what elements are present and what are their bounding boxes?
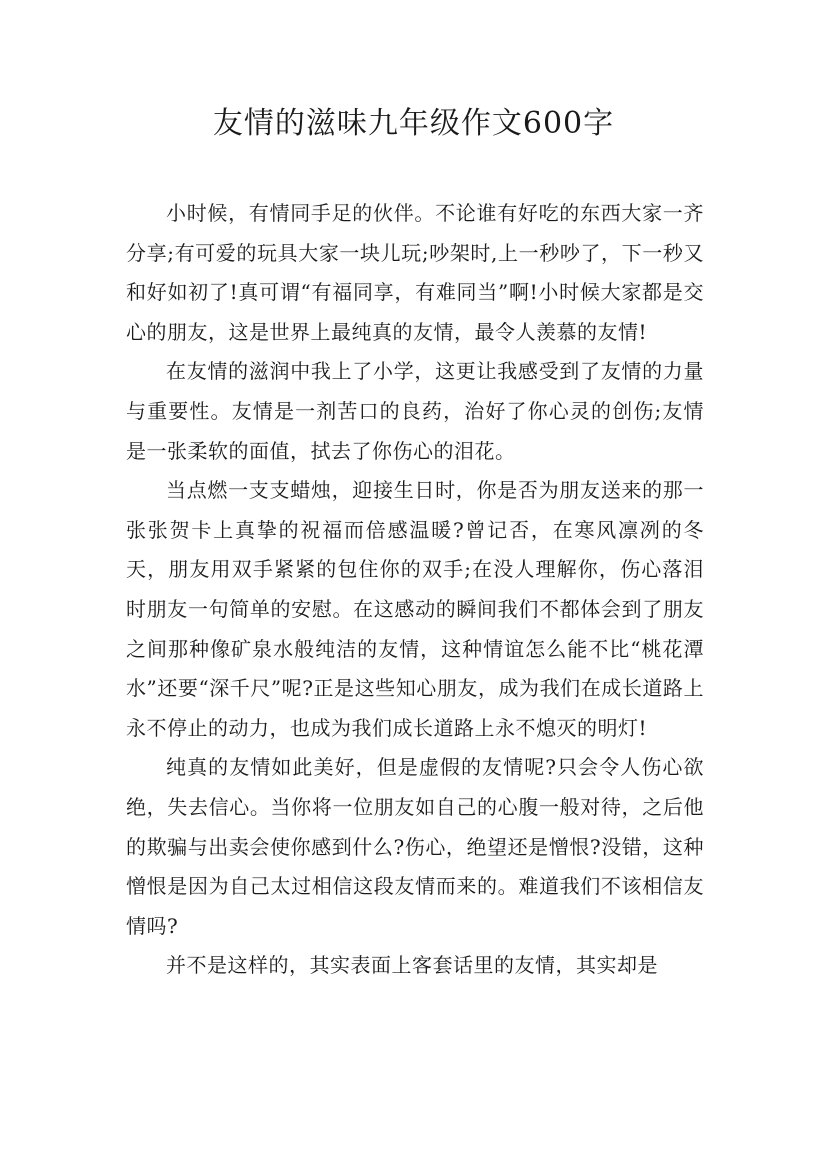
paragraph-1: 小时候，有情同手足的伙伴。不论谁有好吃的东西大家一齐分享;有可爱的玩具大家一块儿玩;吵架时,上一秒吵了，下一秒又和好如初了!真可谓“有福同享，有难同当”啊!小时候大家都是交心的朋友，这是世界上最纯真的友情，最令人羡慕的友情! <box>126 201 704 344</box>
document-body <box>126 194 704 986</box>
document-title: 友情的滋味九年级作文600字 <box>212 106 615 141</box>
paragraph-5: 并不是这样的，其实表面上客套话里的友情，其实却是 <box>166 953 658 978</box>
paragraph-3: 当点燃一支支蜡烛，迎接生日时，你是否为朋友送来的那一张张贺卡上真挚的祝福而倍感温暖?曾记否，在寒风凛冽的冬天，朋友用双手紧紧的包住你的双手;在没人理解你，伤心落泪时朋友一句简单的安慰。在这感动的瞬间我们不都体会到了朋友之间那种像矿泉水般纯洁的友情，这种情谊怎么能不比“桃花潭水”还要“深千尺”呢?正是这些知心朋友，成为我们在成长道路上永不停止的动力，也成为我们成长道路上永不熄灭的明灯! <box>126 478 704 740</box>
paragraph-4: 纯真的友情如此美好，但是虚假的友情呢?只会令人伤心欲绝，失去信心。当你将一位朋友如自己的心腹一般对待，之后他的欺骗与出卖会使你感到什么?伤心，绝望还是憎恨?没错，这种憎恨是因为自己太过相信这段友情而来的。难道我们不该相信友情吗? <box>126 755 704 938</box>
paragraph-2: 在友情的滋润中我上了小学，这更让我感受到了友情的力量与重要性。友情是一剂苦口的良药，治好了你心灵的创伤;友情是一张柔软的面值，拭去了你伤心的泪花。 <box>126 359 704 463</box>
